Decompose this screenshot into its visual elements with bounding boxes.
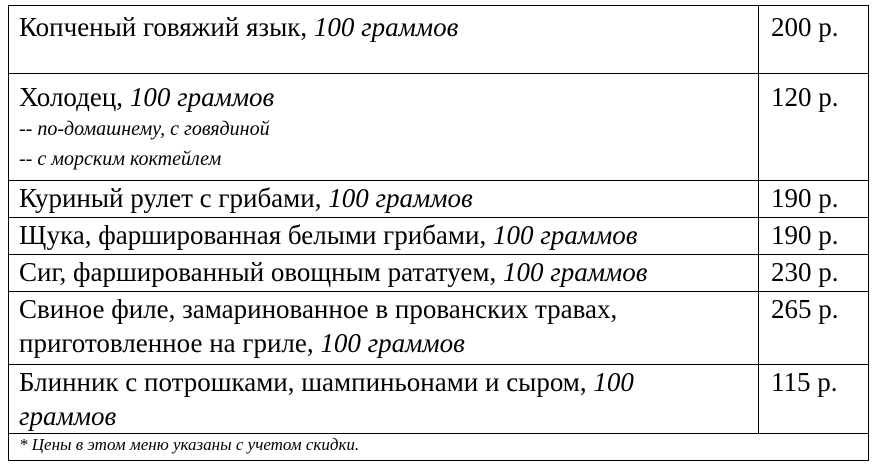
item-name-continued: приготовленное на гриле,	[19, 328, 314, 358]
item-price: 265 р.	[771, 294, 839, 324]
item-price-cell	[759, 181, 869, 218]
item-price-cell	[759, 218, 869, 255]
item-quantity: 100 граммов	[328, 183, 473, 213]
item-price: 200 р.	[771, 12, 839, 42]
item-price: 190 р.	[771, 220, 839, 250]
item-name: Куриный рулет с грибами,	[19, 183, 322, 213]
menu-row	[9, 74, 869, 181]
item-price: 120 р.	[771, 82, 839, 112]
item-price-cell	[759, 292, 869, 365]
menu-row	[9, 365, 869, 434]
item-name: Копченый говяжий язык,	[19, 12, 308, 42]
item-name-cell	[9, 218, 759, 255]
item-quantity-continued: граммов	[19, 401, 117, 431]
menu-row	[9, 6, 869, 74]
item-quantity: 100 граммов	[313, 12, 459, 42]
item-quantity: 100 граммов	[320, 328, 465, 358]
item-name: Свиное филе, замаринованное в прованских травах,	[19, 294, 618, 324]
item-price-cell	[759, 255, 869, 292]
item-option: -- с морским коктейлем	[19, 148, 222, 170]
item-price-cell	[759, 74, 869, 181]
item-name-cell	[9, 181, 759, 218]
item-price: 115 р.	[771, 367, 838, 397]
item-name-cell	[9, 74, 759, 181]
item-price: 190 р.	[771, 183, 839, 213]
menu-table	[8, 5, 869, 461]
menu-row	[9, 218, 869, 255]
item-name-cell	[9, 292, 759, 365]
item-quantity: 100 граммов	[502, 257, 648, 287]
item-name-cell	[9, 365, 759, 434]
item-price: 230 р.	[771, 257, 839, 287]
item-price-cell	[759, 365, 869, 434]
menu-row	[9, 292, 869, 365]
item-name: Щука, фаршированная белыми грибами,	[19, 220, 487, 250]
menu-row	[9, 255, 869, 292]
item-quantity: 100 граммов	[492, 220, 638, 250]
item-quantity: 100 граммов	[129, 82, 275, 112]
item-name: Блинник с потрошками, шампиньонами и сыром,	[19, 367, 587, 397]
price-footnote: * Цены в этом меню указаны с учетом скидки.	[9, 434, 869, 461]
item-name-cell	[9, 6, 759, 74]
footnote-row	[9, 434, 869, 461]
item-name: Холодец,	[19, 82, 124, 112]
item-price-cell	[759, 6, 869, 74]
item-name-cell	[9, 255, 759, 292]
item-quantity: 100	[593, 367, 634, 397]
item-name: Сиг, фаршированный овощным рататуем,	[19, 257, 497, 287]
item-option: -- по-домашнему, с говядиной	[19, 118, 270, 140]
menu-row	[9, 181, 869, 218]
